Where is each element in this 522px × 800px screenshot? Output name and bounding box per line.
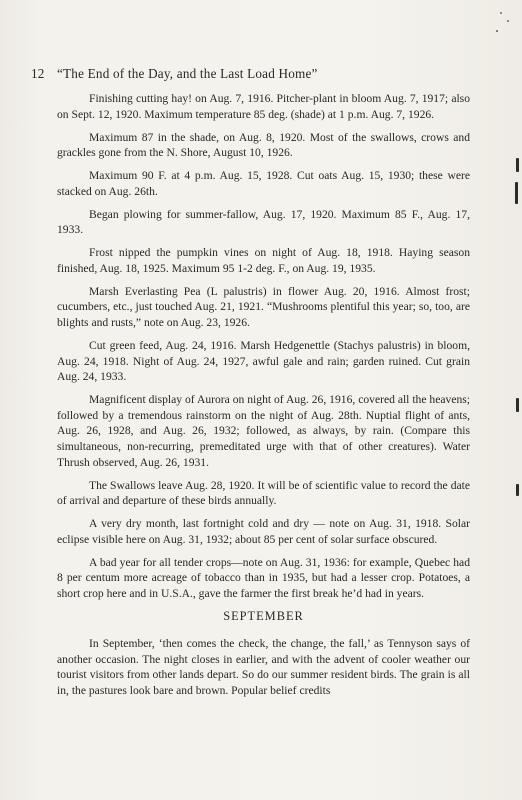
page-header	[31, 66, 471, 82]
scan-mark	[515, 182, 518, 204]
paragraph: A very dry month, last fortnight cold and dry — note on Aug. 31, 1918. Solar eclipse visible here on Aug. 31, 1932; about 85 per cent of solar surface obscured.	[57, 517, 470, 546]
paragraph: Cut green feed, Aug. 24, 1916. Marsh Hedgenettle (Stachys palustris) in bloom, Aug. 24, 1918. Night of Aug. 24, 1927, awful gale and rain; garden ruined. Cut grain Aug. 24, 1933.	[57, 339, 470, 384]
paragraph: Marsh Everlasting Pea (L palustris) in flower Aug. 20, 1916. Almost frost; cucumbers, etc., just touched Aug. 21, 1921. “Mushrooms plentiful this year; so, too, are blights and rusts,” note on Aug. 23, 1926.	[57, 284, 470, 330]
scan-mark	[516, 484, 519, 496]
scan-speck	[507, 20, 509, 22]
paragraph: A bad year for all tender crops—note on Aug. 31, 1936: for example, Quebec had 8 per centum more acreage of tobacco than in 1935, but had a lesser crop. Potatoes, a short crop here and in U.S.A., gave the farmer the first break he’d had in years.	[57, 555, 470, 600]
scan-mark	[516, 398, 519, 412]
paragraph: Began plowing for summer-fallow, Aug. 17, 1920. Maximum 85 F., Aug. 17, 1933.	[57, 207, 470, 237]
paragraph: Magnificent display of Aurora on night of Aug. 26, 1916, covered all the heavens; followed by a tremendous rainstorm on the night of Aug. 28th. Nuptial flight of ants, Aug. 26, 1928, and Aug. 26, 1932; followed, as always, by rain. (Compare this simultaneous, non-recurring, premeditated urge with that of other creatures). Water Thrush observed, Aug. 26, 1931.	[57, 393, 470, 469]
running-title: “The End of the Day, and the Last Load Home”	[57, 66, 318, 81]
paragraph: The Swallows leave Aug. 28, 1920. It will be of scientific value to record the date of arrival and departure of these birds annually.	[57, 478, 470, 508]
paragraph: Frost nipped the pumpkin vines on night of Aug. 18, 1918. Haying season finished, Aug. 18, 1925. Maximum 95 1-2 deg. F., on Aug. 19, 1935.	[57, 246, 470, 275]
scan-speck	[496, 30, 498, 32]
page-number: 12	[31, 66, 45, 81]
page-body	[57, 91, 470, 706]
scan-mark	[516, 158, 519, 172]
section-heading: SEPTEMBER	[223, 608, 304, 623]
paragraph: Finishing cutting hay! on Aug. 7, 1916. Pitcher-plant in bloom Aug. 7, 1917; also on Sept. 12, 1920. Maximum temperature 85 deg. (shade) at 1 p.m. Aug. 7, 1926.	[57, 92, 470, 121]
scan-speck	[500, 12, 502, 14]
section-intro-paragraph: In September, ‘then comes the check, the change, the fall,’ as Tennyson says of another occasion. The night closes in earlier, and with the advent of cooler weather our tourist visitors from other lands depart. So do our summer resident birds. The grain is all in, the pastures look bare and brown. Popular belief credits	[57, 636, 470, 697]
paragraph: Maximum 90 F. at 4 p.m. Aug. 15, 1928. Cut oats Aug. 15, 1930; these were stacked on Aug. 26th.	[57, 169, 470, 198]
paragraph: Maximum 87 in the shade, on Aug. 8, 1920. Most of the swallows, crows and grackles gone from the N. Shore, August 10, 1926.	[57, 130, 470, 160]
